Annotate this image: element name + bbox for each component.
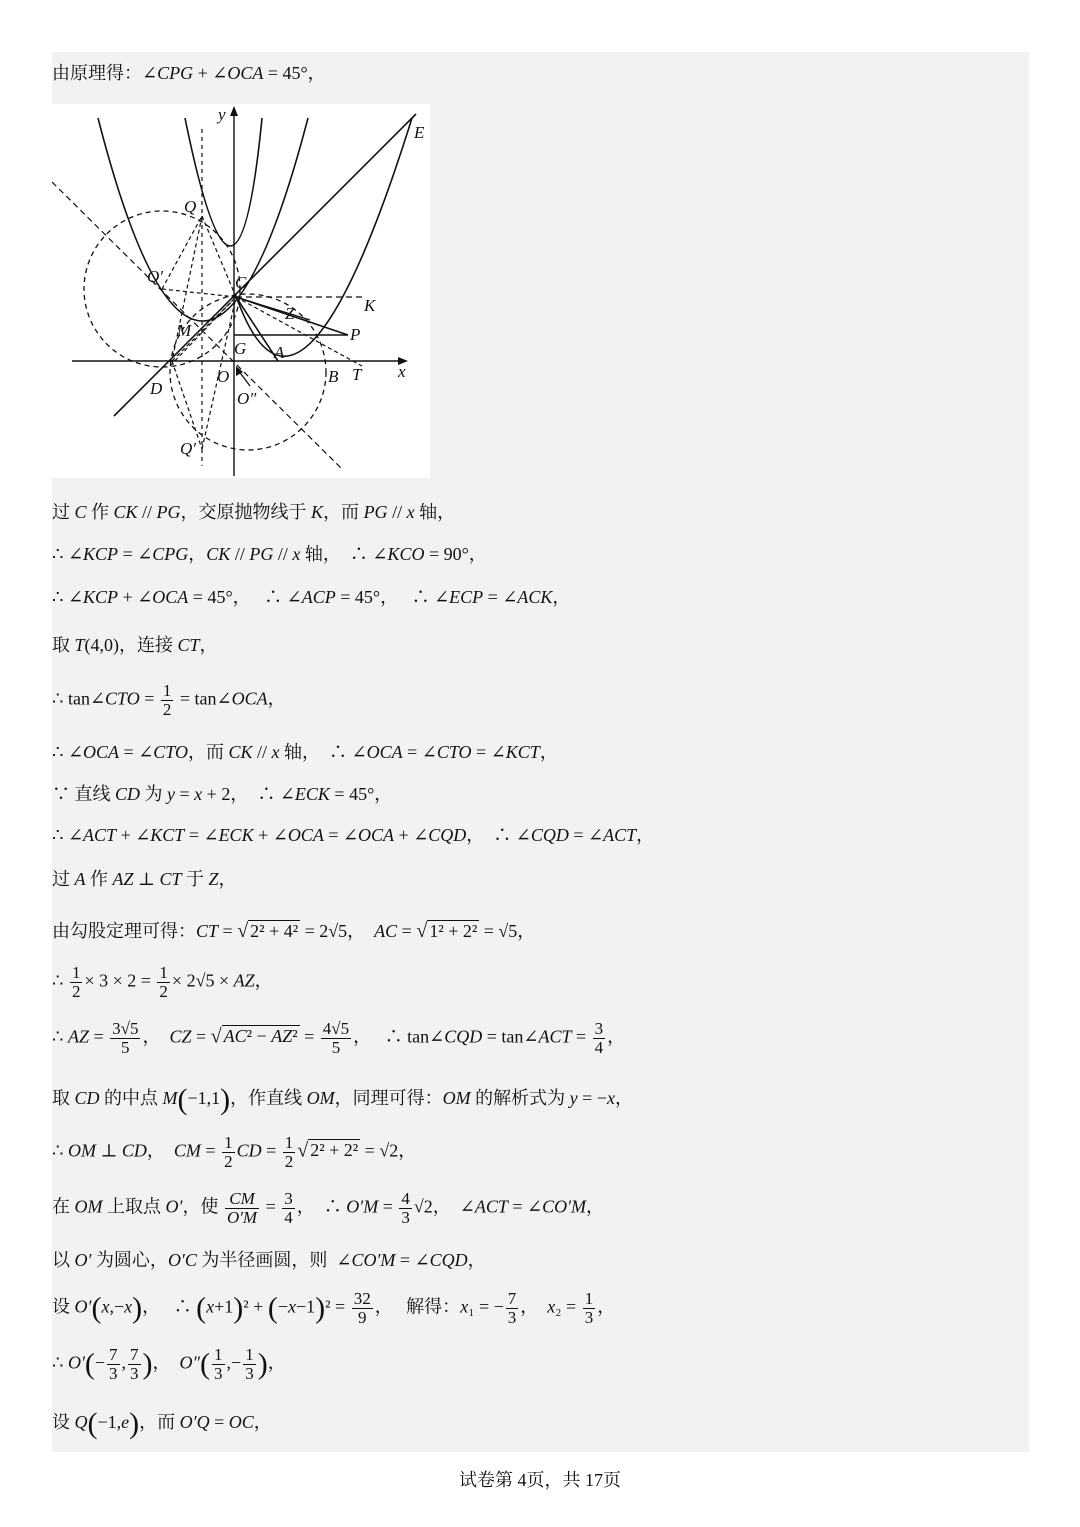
- text-line-20: 设 Q(−1,e)，而 O′Q = OC，: [52, 1406, 272, 1440]
- text-line-10: 过 A 作 AZ ⊥ CT 于 Z，: [52, 869, 237, 889]
- y-axis-arrow: [230, 106, 238, 116]
- label-g: G: [234, 339, 247, 358]
- label-o: O: [217, 367, 230, 386]
- text-line-9: ∴ ∠ACT + ∠KCT = ∠ECK + ∠OCA = ∠OCA + ∠CQD， ∴ ∠CQD = ∠ACT，: [52, 825, 655, 845]
- text-line-13: ∴ AZ = $\frac{3√5}{5}$ ， CZ = √ AC² − AZ² = $\frac{4√5}{5}$ ， ∴ tan∠CQD = tan∠ACT = $\frac{3}{4}$ ，: [52, 1019, 626, 1057]
- text-line-8: ∵ 直线 CD 为 y = x + 2， ∴ ∠ECK = 45°，: [52, 784, 393, 804]
- label-m: M: [177, 321, 192, 340]
- dashed-line-dq3: [172, 361, 202, 449]
- label-e: E: [414, 123, 425, 142]
- parabola-right: [236, 118, 412, 356]
- label-k: K: [364, 296, 376, 315]
- text-line-15: ∴ OM ⊥ CD， CM = $\frac{1}{2}$ CD = $\frac{1}{2}$ √ 2² + 2² = √2，: [52, 1133, 417, 1171]
- text-line-3: ∴ ∠KCP = ∠CPG，CK // PG // x 轴， ∴ ∠KCO = 90°，: [52, 544, 487, 564]
- text-line-18: 设 O′(x,−x)， ∴ (x+1)² + (−x−1)² = $\frac{32}{9}$ ， 解得：x₁ = − $\frac{7}{3}$ ， x₂ = $\frac{1}{3}$ ，: [52, 1289, 616, 1327]
- text-line-14: 取 CD 的中点 M(−1,1)，作直线 OM，同理可得：OM 的解析式为 y = −x，: [52, 1082, 633, 1116]
- text-line-7: ∴ ∠OCA = ∠CTO，而 CK // x 轴， ∴ ∠OCA = ∠CTO = ∠KCT，: [52, 742, 558, 762]
- text-line-2: 过 C 作 CK // PG，交原抛物线于 K，而 PG // x 轴，: [52, 502, 456, 522]
- segment-cz: [236, 297, 310, 320]
- label-d: D: [150, 379, 163, 398]
- label-t: T: [352, 365, 362, 384]
- line-ce: [114, 114, 416, 416]
- dashed-line-ct: [236, 297, 362, 366]
- text-line-11: 由勾股定理可得：CT = √ 2² + 4² = 2√5， AC = √ 1² + 2² = √5，: [52, 920, 536, 942]
- label-q-prime-lower: Q′: [180, 439, 196, 458]
- label-o-double-prime: O″: [237, 389, 257, 408]
- label-q: Q: [184, 197, 197, 216]
- text-line-4: ∴ ∠KCP + ∠OCA = 45°， ∴ ∠ACP = 45°， ∴ ∠ECP = ∠ACK，: [52, 587, 571, 607]
- label-p: P: [350, 325, 361, 344]
- label-y: y: [218, 105, 226, 124]
- text-line-1: 由原理得：∠CPG + ∠OCA = 45°，: [52, 63, 326, 83]
- dashed-line-qc: [202, 216, 236, 297]
- text-line-19: ∴ O′(− $\frac{7}{3}$ , $\frac{7}{3}$ )， O″( $\frac{1}{3}$ ,− $\frac{1}{3}$ )，: [52, 1345, 286, 1383]
- label-q-prime: Q′: [147, 267, 163, 286]
- geometry-figure: [52, 104, 430, 478]
- label-c: C: [235, 273, 247, 292]
- dashed-line-oc: [162, 289, 236, 297]
- text-line-17: 以 O′ 为圆心，O′C 为半径画圆，则 ∠CO′M = ∠CQD，: [52, 1250, 486, 1270]
- label-a: A: [274, 343, 285, 362]
- dashed-line-oq: [162, 216, 202, 289]
- text-line-12: ∴ $\frac{1}{2}$ × 3 × 2 = $\frac{1}{2}$ × 2√5 × AZ，: [52, 963, 273, 1001]
- parabola-diagram: [52, 104, 430, 478]
- text-line-5: 取 T(4,0)，连接 CT，: [52, 635, 218, 655]
- label-z: Z: [285, 304, 295, 323]
- label-b: B: [328, 367, 339, 386]
- label-x: x: [398, 362, 406, 381]
- page-footer: 试卷第 4页，共 17页: [459, 1470, 621, 1490]
- text-line-16: 在 OM 上取点 O′，使 $\frac{CM}{O'M}$ = $\frac{3}{4}$ ， ∴ O′M = $\frac{4}{3}$ √2， ∠ACT = ∠CO′M，: [52, 1189, 605, 1227]
- text-line-6: ∴ tan∠CTO = $\frac{1}{2}$ = tan∠OCA，: [52, 681, 286, 719]
